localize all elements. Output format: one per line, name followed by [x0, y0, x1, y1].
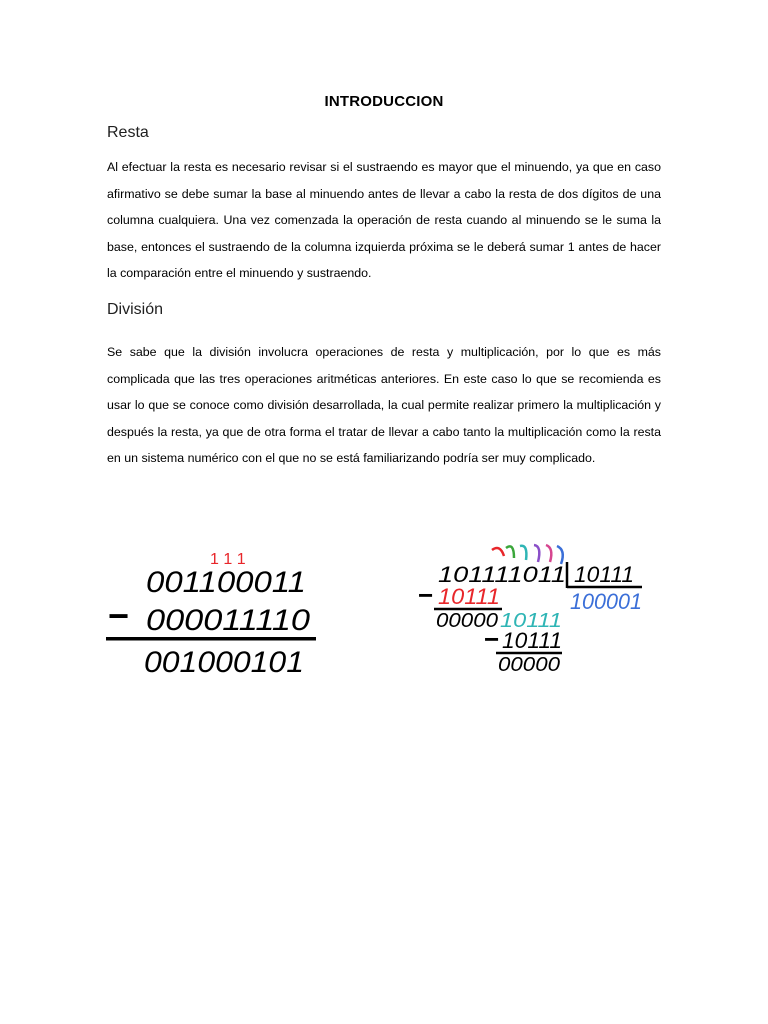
page-title: INTRODUCCION: [324, 93, 444, 110]
section-heading-resta: Resta: [107, 124, 149, 141]
section-heading-division: División: [107, 301, 164, 318]
binary-subtraction-figure: [106, 542, 318, 682]
section-paragraph-resta: Al efectuar la resta es necesario revisar si el sustraendo es mayor que el minuendo, ya que en caso afirmativo se debe sumar la base al minuendo antes de llevar a cabo la resta de dos dígitos de una columna cualquiera. Una vez comenzada la operación de resta cuando al minuendo se le suma la base, entonces el sustraendo de la columna izquierda próxima se le deberá sumar 1 antes de hacer la comparación entre el minuendo y sustraendo.: [107, 160, 661, 280]
binary-division-figure: [414, 540, 650, 680]
arc-mark-purple: [534, 545, 539, 562]
result-number: 001000101: [144, 646, 304, 679]
arc-mark-teal: [520, 546, 526, 560]
borrow-marks: 1 1 1: [210, 551, 246, 568]
step2-remainder: 00000: [498, 654, 560, 676]
minuend-number: 001100011: [146, 566, 306, 599]
minus-sign: −: [108, 595, 130, 636]
arc-mark-red: [492, 548, 504, 556]
step1-remainder: 00000: [436, 610, 498, 632]
arc-mark-pink: [546, 545, 551, 562]
quotient-number: 100001: [570, 589, 642, 614]
step1-minus-sign: −: [418, 580, 434, 610]
result-line: [106, 637, 316, 641]
step1-bring-down: 10111: [500, 610, 562, 632]
subtrahend-number: 000011110: [146, 604, 311, 637]
arc-mark-green: [506, 546, 514, 558]
step2-minus-sign: −: [484, 624, 500, 654]
step2-subtrahend: 10111: [502, 628, 562, 653]
divisor-number: 10111: [574, 562, 634, 587]
dividend-number: 101111011: [438, 562, 566, 587]
section-paragraph-division: Se sabe que la división involucra operaciones de resta y multiplicación, por lo que es más complicada que las tres operaciones aritméticas anteriores. En este caso lo que se recomienda es usar lo que se conoce como división desarrollada, la cual permite realizar primero la multiplicación y después la resta, ya que de otra forma el tratar de llevar a cabo tanto la multiplicación como la resta en un sistema numérico con el que no se está familiarizando podría ser muy complicado.: [107, 345, 661, 465]
step1-subtrahend: 10111: [438, 584, 500, 609]
